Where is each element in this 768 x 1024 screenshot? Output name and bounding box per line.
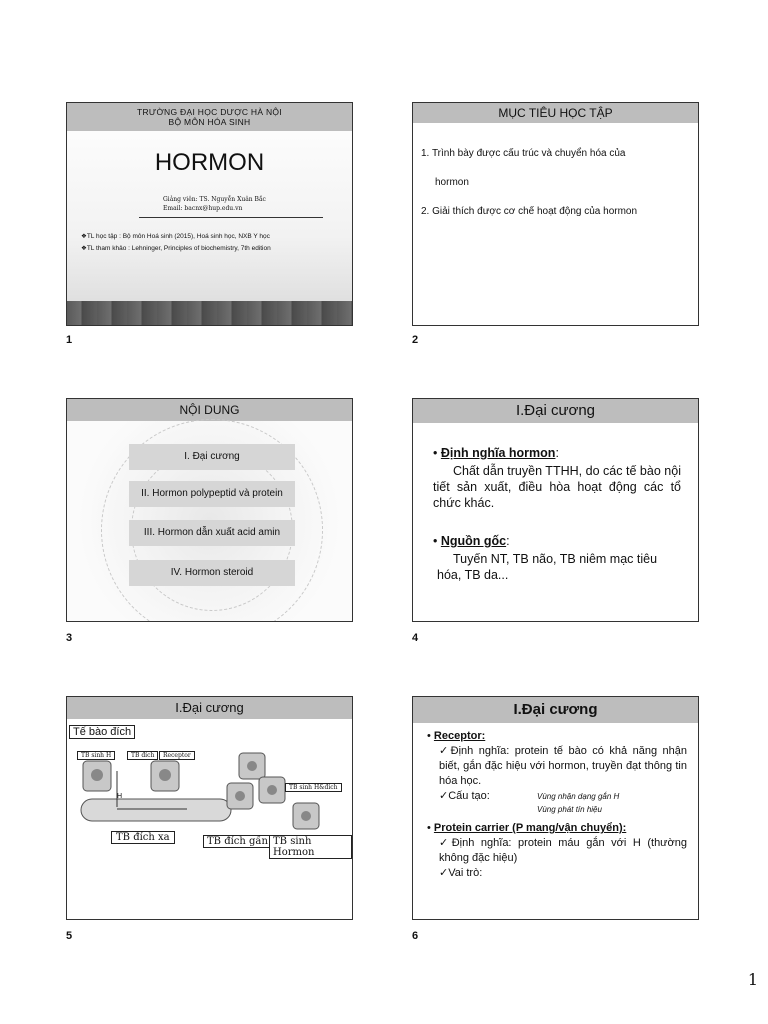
- tb-dich-gan-label: TB đích gần: [203, 835, 272, 848]
- slide-number-3: 3: [66, 632, 73, 644]
- slide-number-1: 1: [66, 334, 73, 346]
- department-name: BỘ MÔN HÓA SINH: [168, 117, 251, 127]
- carrier-definition: ✓Định nghĩa: protein máu gắn với H (thường không đặc hiệu): [439, 837, 687, 864]
- definition-title: Định nghĩa hormon: [440, 446, 556, 460]
- slide-6: [412, 696, 699, 920]
- origin-title: Nguồn gốc: [440, 534, 507, 548]
- nucleus-4: [267, 785, 277, 795]
- blood-vessel: [81, 799, 231, 821]
- structure-part-2: Vùng phát tín hiệu: [537, 805, 602, 814]
- slide-1-title: HORMON: [154, 149, 265, 176]
- references: [81, 231, 271, 255]
- structure-label: ✓Cấu tạo:: [439, 790, 490, 802]
- slide-5-header: I.Đại cương: [67, 697, 352, 719]
- toc-item-3[interactable]: III. Hormon dẫn xuất acid amin: [129, 520, 295, 546]
- definition-block: • Định nghĩa hormon: Chất dẫn truyền TTHH, do các tế bào nội tiết sản xuất, điều hòa hoạt động các tổ chức khác. • Nguồn gốc: Tuyến NT, TB não, TB niêm mạc tiêu hóa, TB da...: [433, 446, 681, 582]
- ref-extra: ❖TL tham khảo : Lehninger, Principles of biochemistry, 7th edition: [81, 245, 271, 252]
- slide-1-header: [67, 103, 352, 131]
- toc-item-1[interactable]: I. Đại cương: [129, 444, 295, 470]
- author-block: [163, 195, 266, 213]
- receptor-definition: ✓Định nghĩa: protein tế bào có khả năng nhận biết, gắn đặc hiệu với hormon, truyền đạt thông tin hóa học.: [439, 745, 687, 787]
- slide-number-4: 4: [412, 632, 419, 644]
- slide-number-6: 6: [412, 930, 419, 942]
- ref-study: ❖TL học tập : Bộ môn Hoá sinh (2015), Hoá sinh học, NXB Y học: [81, 233, 270, 240]
- university-name: TRƯỜNG ĐẠI HỌC DƯỢC HÀ NỘI: [136, 107, 283, 117]
- nucleus-5: [235, 791, 245, 801]
- toc-item-4[interactable]: IV. Hormon steroid: [129, 560, 295, 586]
- slide-2: [412, 102, 699, 326]
- slide-number-2: 2: [412, 334, 419, 346]
- carrier-title: Protein carrier (P mang/vận chuyển):: [433, 822, 627, 834]
- target-cell-label: Tế bào đích: [69, 725, 135, 739]
- hormon-h-label: H: [117, 793, 123, 800]
- nucleus-1: [91, 769, 103, 781]
- structure-part-1: Vùng nhận dạng gắn H: [537, 792, 620, 801]
- nucleus-6: [301, 811, 311, 821]
- tb-sinh-h-label: TB sinh H: [77, 751, 115, 760]
- slide-6-body: • Receptor: ✓Định nghĩa: protein tế bào có khả năng nhận biết, gắn đặc hiệu với hormon, truyền đạt thông tin hóa học. ✓Cấu tạo: Vùng nhận dạng gắn H Vùng phát tín hiệu • Protein carrier (P mang/vận chuyển): ✓Định nghĩa: protein máu gắn với H (thường không đặc hiệu) ✓Vai trò:: [427, 730, 687, 879]
- objective-1: 1. Trình bày được cấu trúc và chuyển hóa của: [421, 148, 626, 159]
- objective-1-cont: hormon: [435, 177, 469, 188]
- objectives: [421, 139, 687, 226]
- slide-1: [66, 102, 353, 326]
- slide-6-header: I.Đại cương: [413, 697, 698, 723]
- hormon-diagram: [67, 717, 353, 917]
- divider: [139, 217, 323, 218]
- slide-number-5: 5: [66, 930, 73, 942]
- page-number: 1: [747, 970, 758, 989]
- tb-dich-xa-label: TB đích xa: [111, 831, 175, 844]
- slide-4-header: I.Đại cương: [413, 399, 698, 423]
- email: Email: bacnx@hup.edu.vn: [163, 205, 243, 212]
- slide-3-header: NỘI DUNG: [67, 399, 352, 421]
- wood-floor-decoration: [67, 301, 352, 325]
- slide-3: [66, 398, 353, 622]
- tb-sinh-hdich-label: TB sinh H&đích: [285, 783, 342, 792]
- nucleus-3: [247, 761, 257, 771]
- lecturer: Giảng viên: TS. Nguyễn Xuân Bắc: [163, 196, 266, 203]
- tb-dich-label: TB đích: [127, 751, 158, 760]
- slide-4: [412, 398, 699, 622]
- origin-text: Tuyến NT, TB não, TB niêm mạc tiêu hóa, TB da...: [437, 552, 658, 582]
- objective-2: 2. Giải thích được cơ chế hoạt động của hormon: [421, 206, 638, 217]
- slide-2-header: MỤC TIÊU HỌC TẬP: [413, 103, 698, 123]
- slide-5: [66, 696, 353, 920]
- nucleus-2: [159, 769, 171, 781]
- receptor-label: Receptor: [159, 751, 195, 760]
- toc-item-2[interactable]: II. Hormon polypeptid và protein: [129, 481, 295, 507]
- definition-text: Chất dẫn truyền TTHH, do các tế bào nội tiết sản xuất, điều hòa hoạt động các tổ chức khác.: [433, 464, 681, 510]
- tb-sinh-hormon-label: TB sinh Hormon: [269, 835, 352, 859]
- receptor-title: Receptor:: [433, 730, 486, 742]
- carrier-role: ✓Vai trò:: [439, 867, 483, 879]
